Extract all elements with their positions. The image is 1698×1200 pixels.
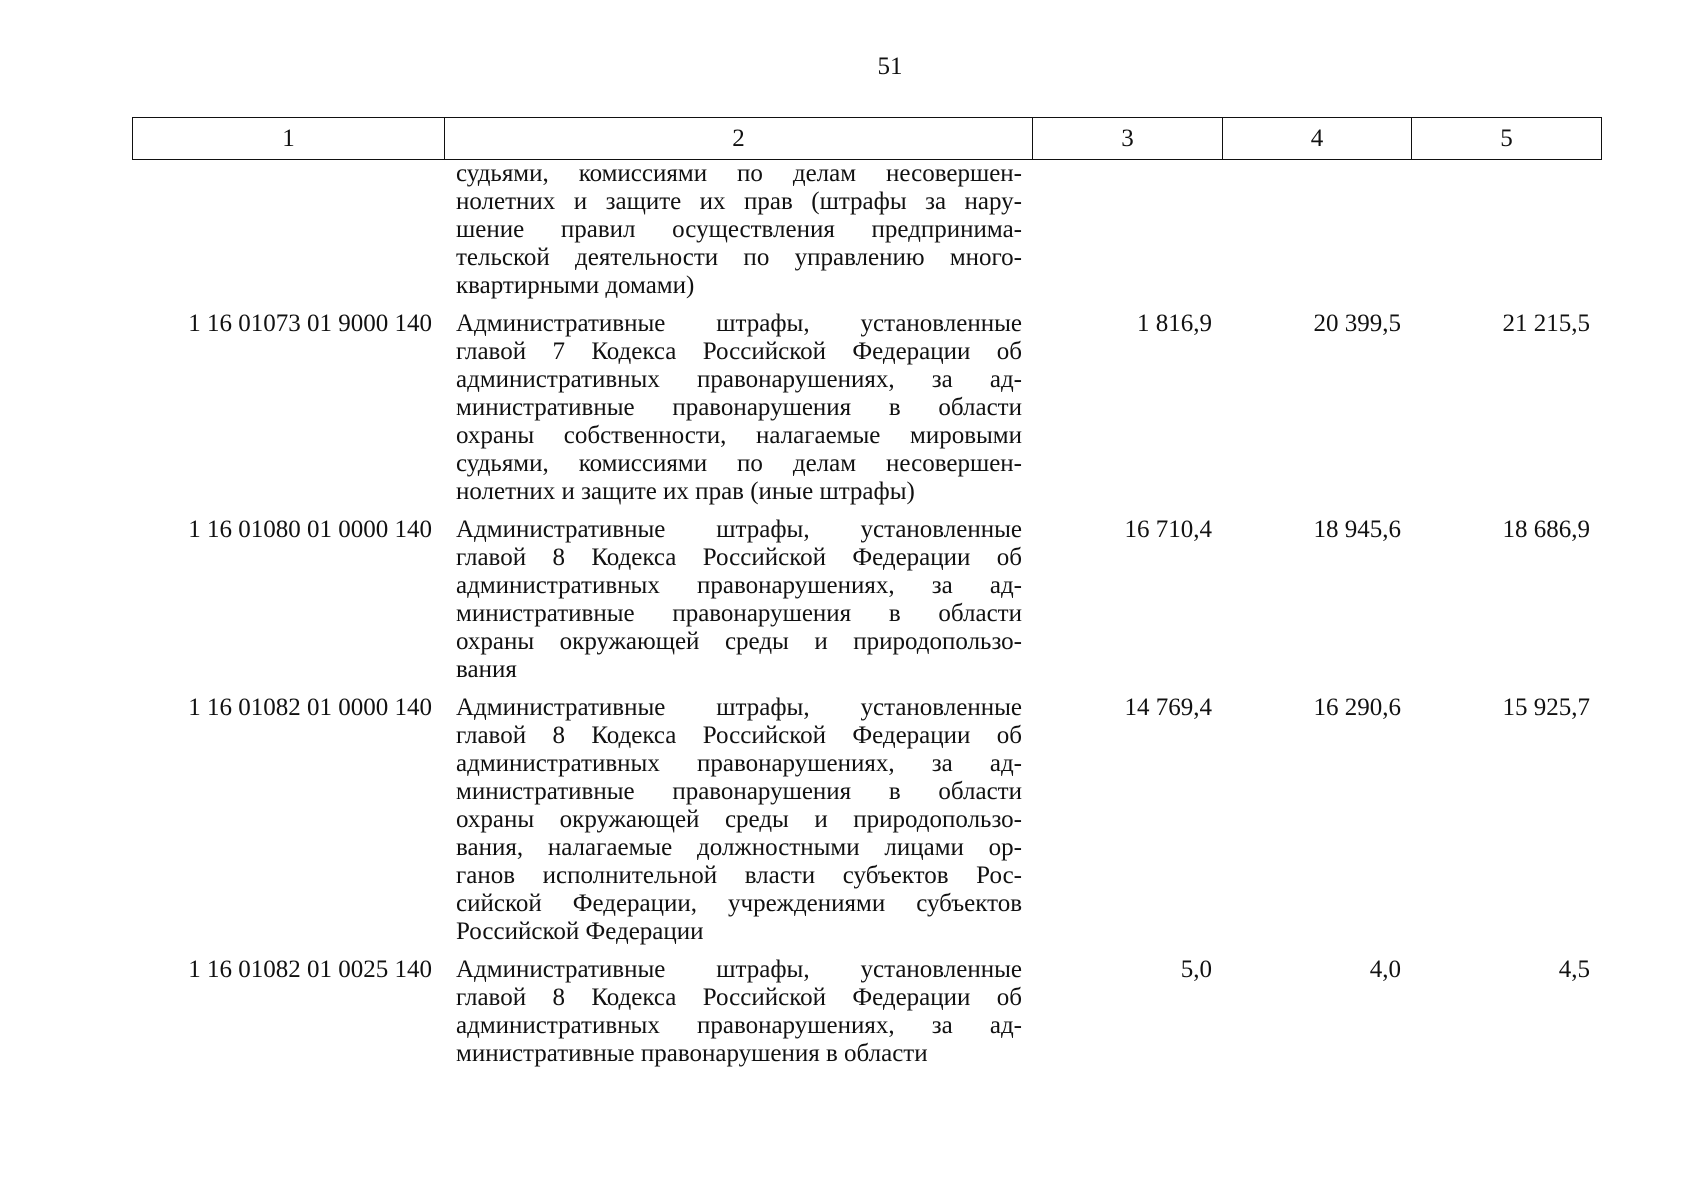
description-line: Административные штрафы, установленные <box>456 310 1022 337</box>
description-line: административных правонарушениях, за ад- <box>456 366 1022 393</box>
description-line: нолетних и защите их прав (штрафы за нару- <box>456 188 1022 215</box>
description-line: главой 7 Кодекса Российской Федерации об <box>456 338 1022 365</box>
table-row <box>132 956 1602 1068</box>
row-value-col-5: 15 925,7 <box>1502 694 1590 721</box>
header-col-2: 2 <box>445 118 1033 159</box>
row-value-col-3: 5,0 <box>1180 956 1212 983</box>
description-line: административных правонарушениях, за ад- <box>456 572 1022 599</box>
description-line: вания, налагаемые должностными лицами ор- <box>456 834 1022 861</box>
row-description <box>444 160 1032 300</box>
table-row <box>132 160 1602 300</box>
row-value-col-4: 20 399,5 <box>1313 310 1401 337</box>
description-line: Административные штрафы, установленные <box>456 956 1022 983</box>
description-line: нолетних и защите их прав (иные штрафы) <box>456 478 915 505</box>
description-line: административных правонарушениях, за ад- <box>456 750 1022 777</box>
description-line: административных правонарушениях, за ад- <box>456 1012 1022 1039</box>
description-line: судьями, комиссиями по делам несовершен- <box>456 450 1022 477</box>
description-line: охраны окружающей среды и природопользо- <box>456 806 1022 833</box>
description-line: главой 8 Кодекса Российской Федерации об <box>456 722 1022 749</box>
description-line: министративные правонарушения в области <box>456 394 1022 421</box>
row-value-col-5: 18 686,9 <box>1502 516 1590 543</box>
row-value-col-4: 18 945,6 <box>1313 516 1401 543</box>
row-value-col-3: 14 769,4 <box>1124 694 1212 721</box>
row-description <box>444 694 1032 946</box>
description-line: Российской Федерации <box>456 918 704 945</box>
description-line: судьями, комиссиями по делам несовершен- <box>456 160 1022 187</box>
row-value-col-4: 16 290,6 <box>1313 694 1401 721</box>
page-number: 51 <box>877 53 903 80</box>
description-line: тельской деятельности по управлению много- <box>456 244 1022 271</box>
row-value-col-4: 4,0 <box>1369 956 1401 983</box>
header-col-4: 4 <box>1223 118 1412 159</box>
row-value-col-5: 4,5 <box>1558 956 1590 983</box>
row-value-col-5: 21 215,5 <box>1502 310 1590 337</box>
table-body <box>132 160 1602 1068</box>
row-description <box>444 310 1032 506</box>
description-line: главой 8 Кодекса Российской Федерации об <box>456 544 1022 571</box>
description-line: Административные штрафы, установленные <box>456 694 1022 721</box>
row-description <box>444 516 1032 684</box>
row-value-col-3: 1 816,9 <box>1137 310 1212 337</box>
row-value-col-3: 16 710,4 <box>1124 516 1212 543</box>
table-header <box>132 117 1602 160</box>
description-line: шение правил осуществления предпринима- <box>456 216 1022 243</box>
description-line: Административные штрафы, установленные <box>456 516 1022 543</box>
row-code: 1 16 01082 01 0025 140 <box>188 956 432 983</box>
table-row <box>132 694 1602 946</box>
header-col-5: 5 <box>1500 124 1513 152</box>
description-line: охраны собственности, налагаемые мировыми <box>456 422 1022 449</box>
description-line: министративные правонарушения в области <box>456 778 1022 805</box>
row-description <box>444 956 1032 1068</box>
description-line: квартирными домами) <box>456 272 695 299</box>
description-line: ганов исполнительной власти субъектов Рос- <box>456 862 1022 889</box>
header-col-3: 3 <box>1033 118 1223 159</box>
description-line: министративные правонарушения в области <box>456 600 1022 627</box>
description-line: охраны окружающей среды и природопользо- <box>456 628 1022 655</box>
description-line: министративные правонарушения в области <box>456 1040 928 1067</box>
description-line: главой 8 Кодекса Российской Федерации об <box>456 984 1022 1011</box>
table-row <box>132 516 1602 684</box>
row-code: 1 16 01080 01 0000 140 <box>188 516 432 543</box>
description-line: сийской Федерации, учреждениями субъектов <box>456 890 1022 917</box>
table-row <box>132 310 1602 506</box>
row-code: 1 16 01082 01 0000 140 <box>188 694 432 721</box>
description-line: вания <box>456 656 517 683</box>
row-code: 1 16 01073 01 9000 140 <box>188 310 432 337</box>
header-col-1: 1 <box>133 118 445 159</box>
